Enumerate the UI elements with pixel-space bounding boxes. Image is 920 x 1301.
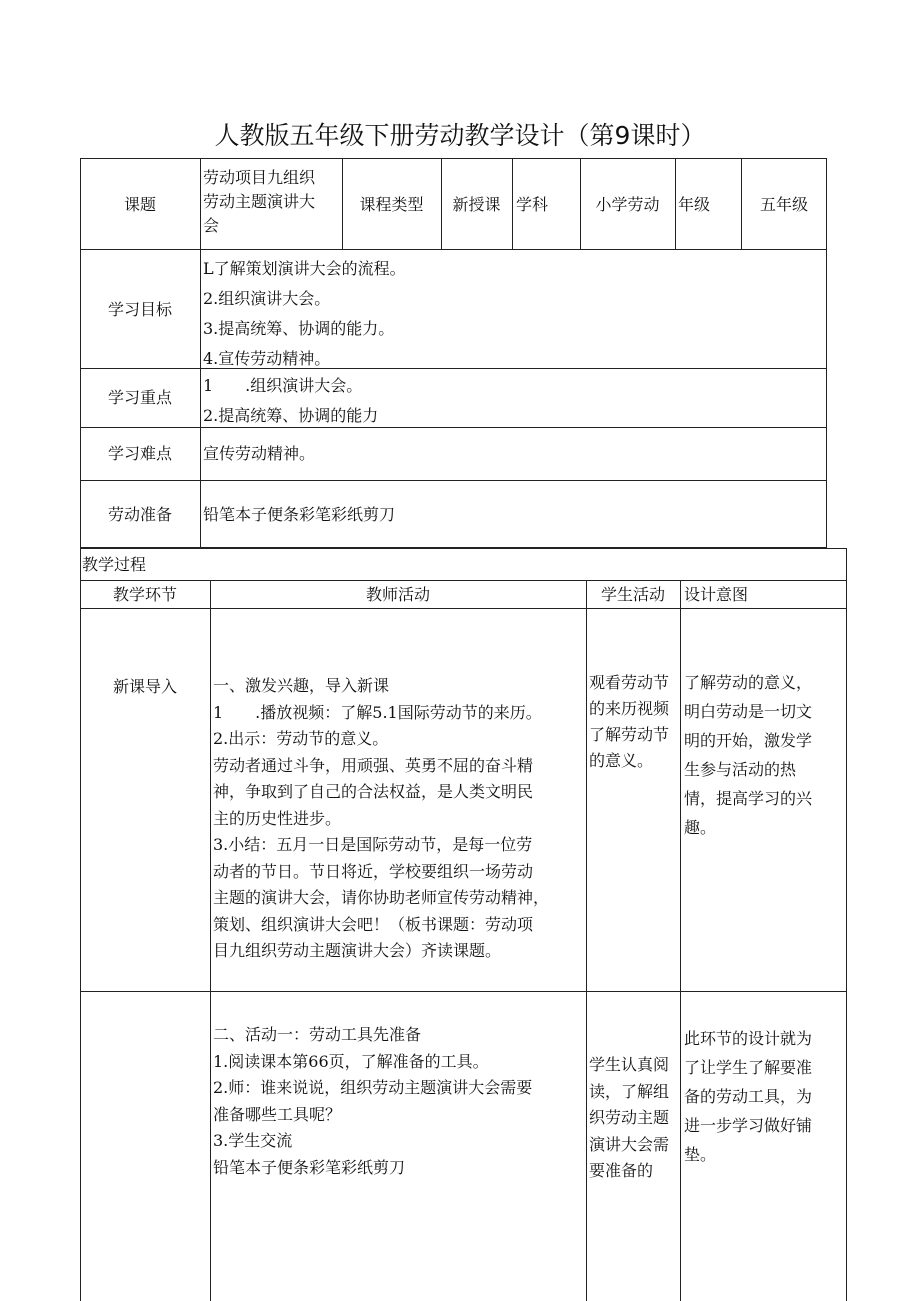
- key-point-item: 1 .组织演讲大会。: [203, 376, 363, 395]
- key-point-item: 2.提高统筹、协调的能力: [203, 406, 379, 425]
- teacher-activity-cell: 一、激发兴趣，导入新课 1 .播放视频：了解5.1国际劳动节的来历。 2.出示：劳动节的意义。 劳动者通过斗争，用顽强、英勇不屈的奋斗精 神，争取到了自己的合法权益，是人类文明民 主的历史性进步。 3.小结：五月一日是国际劳动节，是每一位劳 动者的节日。节日将近，学校要组织一场劳动 主题的演讲大会，请你协助老师宣传劳动精神， 策划、组织演讲大会吧！（板书课题：劳动项 目九组织劳动主题演讲大会）齐读课题。: [213, 676, 550, 960]
- preparation-text: 铅笔本子便条彩笔彩纸剪刀: [203, 505, 396, 524]
- header-intent: 设计意图: [684, 585, 749, 604]
- header-stage: 教学环节: [112, 585, 177, 604]
- objective-item: L了解策划演讲大会的流程。: [203, 259, 406, 278]
- difficulty-label: 学习难点: [107, 444, 172, 463]
- key-points-label: 学习重点: [107, 388, 172, 407]
- process-title: 教学过程: [82, 555, 147, 574]
- topic-value: 劳动项目九组织 劳动主题演讲大 会: [203, 168, 316, 235]
- subject-label: 学科: [516, 195, 549, 214]
- objectives-label: 学习目标: [107, 300, 172, 319]
- type-value: 新授课: [452, 195, 501, 214]
- teacher-activity-cell: 二、活动一：劳动工具先准备 1.阅读课本第66页，了解准备的工具。 2.师：谁来说说，组织劳动主题演讲大会需要 准备哪些工具呢？ 3.学生交流 铅笔本子便条彩笔彩纸剪刀: [213, 1025, 533, 1177]
- type-label: 课程类型: [359, 195, 424, 214]
- preparation-label: 劳动准备: [107, 505, 172, 524]
- student-activity-cell: 学生认真阅 读，了解组 织劳动主题 演讲大会需 要准备的: [589, 1055, 670, 1180]
- key-points-list: [203, 372, 378, 432]
- grade-value: 五年级: [759, 195, 808, 214]
- stage-cell: 新课导入: [112, 677, 177, 696]
- student-activity-cell: 观看劳动节 的来历视频 了解劳动节 的意义。: [589, 673, 670, 770]
- objective-item: 2.组织演讲大会。: [203, 289, 331, 308]
- document-title: 人教版五年级下册劳动教学设计（第9课时）: [214, 121, 706, 150]
- header-teacher: 教师活动: [365, 585, 430, 604]
- header-student: 学生活动: [600, 585, 665, 604]
- grade-label: 年级: [678, 195, 711, 214]
- subject-value: 小学劳动: [595, 195, 660, 214]
- objectives-list: [203, 254, 406, 374]
- design-intent-cell: 了解劳动的意义， 明白劳动是一切文 明的开始，激发学 生参与活动的热 情，提高学习的兴 趣。: [684, 673, 813, 837]
- objective-item: 4.宣传劳动精神。: [203, 349, 331, 368]
- difficulty-text: 宣传劳动精神。: [203, 444, 316, 463]
- objective-item: 3.提高统筹、协调的能力。: [203, 319, 395, 338]
- topic-label: 课题: [123, 195, 156, 214]
- design-intent-cell: 此环节的设计就为 了让学生了解要准 备的劳动工具，为 进一步学习做好铺 垫。: [684, 1029, 813, 1164]
